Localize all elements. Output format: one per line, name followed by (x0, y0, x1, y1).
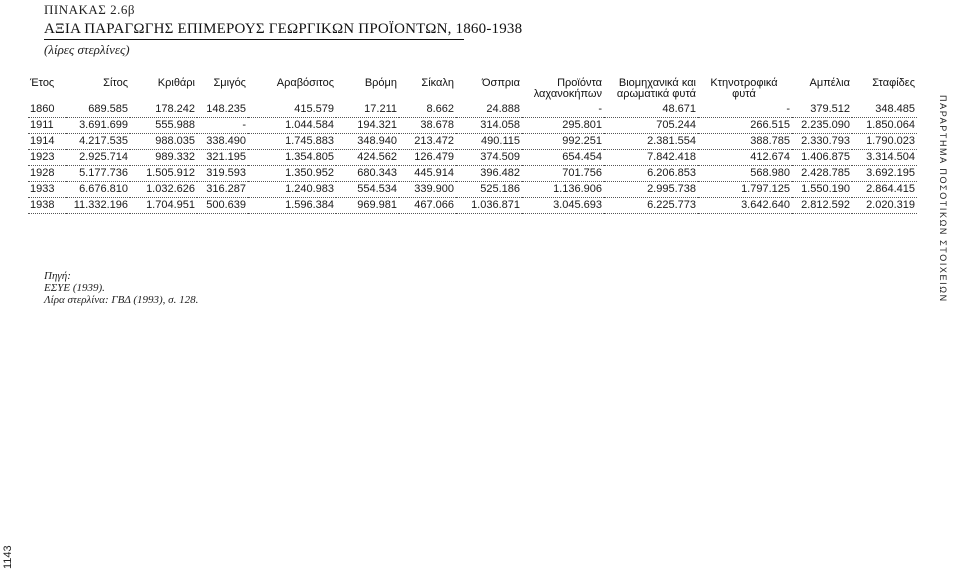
table-cell: 1.406.875 (801, 151, 850, 163)
table-cell: 148.235 (206, 103, 246, 115)
year-cell: 1928 (30, 167, 55, 179)
table-row (28, 166, 917, 182)
table-cell: 178.242 (155, 103, 195, 115)
table-cell: 374.509 (480, 151, 520, 163)
table-cell: 467.066 (399, 198, 456, 214)
table-row (28, 198, 917, 214)
table-header-row (28, 78, 917, 102)
table-cell: 1.790.023 (866, 135, 915, 147)
appendix-side-label: ΠΑΡΑΡΤΗΜΑ ΠΟΣΟΤΙΚΩΝ ΣΤΟΙΧΕΙΩΝ (938, 95, 948, 303)
column-header: Προϊόντα λαχανοκήπων (533, 77, 602, 100)
source-line: ΕΣΥΕ (1939). (44, 282, 105, 294)
table-cell: 1.745.883 (285, 135, 334, 147)
table-cell: 338.490 (206, 135, 246, 147)
table-cell: 6.206.853 (647, 167, 696, 179)
table-cell: 1.596.384 (248, 198, 336, 214)
table-cell: 38.678 (420, 119, 454, 131)
table-cell: 194.321 (357, 119, 397, 131)
table-cell: 379.512 (810, 103, 850, 115)
table-cell: 48.671 (662, 103, 696, 115)
year-cell: 1933 (30, 183, 55, 195)
table-cell: - (598, 103, 602, 115)
table-cell: 17.211 (364, 103, 397, 115)
table-cell: 4.217.535 (79, 135, 128, 147)
column-header: Σμιγός (213, 77, 246, 89)
table-cell: 1.850.064 (866, 119, 915, 131)
table-cell: 568.980 (750, 167, 790, 179)
page-title: ΑΞΙΑ ΠΑΡΑΓΩΓΗΣ ΕΠΙΜΕΡΟΥΣ ΓΕΩΡΓΙΚΩΝ ΠΡΟΪΟΝΤΩΝ, 1860-1938 (44, 21, 523, 37)
table-cell: 213.472 (414, 135, 454, 147)
table-cell: 295.801 (562, 119, 602, 131)
table-cell: - (242, 119, 246, 131)
table-cell: 705.244 (656, 119, 696, 131)
column-header: Σίκαλη (421, 77, 454, 89)
table-row (28, 118, 917, 134)
column-header: Έτος (30, 77, 55, 89)
year-cell: 1911 (30, 119, 54, 131)
table-cell: 5.177.736 (79, 167, 128, 179)
table-cell: 1.136.906 (553, 183, 602, 195)
table-cell: 701.756 (562, 167, 602, 179)
column-header: Βρόμη (364, 77, 397, 89)
column-header: Κριθάρι (157, 77, 195, 89)
table-cell: 988.035 (155, 135, 195, 147)
table-cell: 1.354.805 (285, 151, 334, 163)
table-cell: 2.925.714 (79, 151, 128, 163)
table-cell: 989.332 (155, 151, 195, 163)
units-subtitle: (λίρες στερλίνες) (44, 42, 130, 57)
table-cell: 2.428.785 (801, 167, 850, 179)
table-cell: 1.505.912 (146, 167, 195, 179)
table-cell: 969.981 (336, 198, 399, 214)
table-cell: 654.454 (562, 151, 602, 163)
table-cell: 445.914 (414, 167, 454, 179)
table-cell: 689.585 (88, 103, 128, 115)
column-header: Αραβόσιτος (276, 77, 334, 89)
table-cell: 555.988 (155, 119, 195, 131)
table-cell: 2.995.738 (647, 183, 696, 195)
table-cell: 319.593 (206, 167, 246, 179)
table-cell: 412.674 (750, 151, 790, 163)
year-cell: 1938 (28, 198, 66, 214)
table-cell: 6.225.773 (604, 198, 698, 214)
table-cell: 3.642.640 (698, 198, 792, 214)
table-cell: 490.115 (481, 135, 520, 147)
table-cell: 1.550.190 (801, 183, 850, 195)
table-cell: 1.044.584 (285, 119, 334, 131)
table-cell: 339.900 (414, 183, 454, 195)
table-cell: 1.350.952 (285, 167, 334, 179)
table-cell: 3.691.699 (79, 119, 128, 131)
table-cell: 415.579 (294, 103, 334, 115)
table-cell: 314.058 (480, 119, 520, 131)
table-cell: 8.662 (426, 103, 454, 115)
table-cell: - (786, 103, 790, 115)
table-cell: 3.692.195 (866, 167, 915, 179)
table-cell: 11.332.196 (66, 198, 130, 214)
table-cell: 554.534 (357, 183, 397, 195)
table-row (28, 150, 917, 166)
table-cell: 6.676.810 (79, 183, 128, 195)
title-underline (44, 39, 464, 40)
table-cell: 388.785 (750, 135, 790, 147)
table-cell: 424.562 (357, 151, 397, 163)
source-note (44, 270, 198, 306)
table-cell: 3.045.693 (522, 198, 604, 214)
column-header: Όσπρια (482, 77, 520, 89)
table-cell: 321.195 (206, 151, 246, 163)
column-header: Σταφίδες (872, 77, 915, 89)
table-cell: 2.235.090 (801, 119, 850, 131)
table-cell: 680.343 (357, 167, 397, 179)
table-row (28, 182, 917, 198)
table-label: ΠΙΝΑΚΑΣ 2.6β (44, 2, 135, 17)
source-line: Λίρα στερλίνα: ΓΒΔ (1993), σ. 128. (44, 294, 199, 306)
table-cell: 7.842.418 (647, 151, 696, 163)
column-header: Κτηνοτροφικά φυτά (710, 77, 778, 100)
table-row (28, 102, 917, 118)
table-cell: 3.314.504 (866, 151, 915, 163)
table-cell: 2.330.793 (801, 135, 850, 147)
year-cell: 1914 (30, 135, 55, 147)
table-cell: 500.639 (197, 198, 248, 214)
column-header: Αμπέλια (809, 77, 850, 89)
column-header: Βιομηχανικά και αρωματικά φυτά (616, 77, 696, 100)
table-cell: 992.251 (562, 135, 602, 147)
table-cell: 396.482 (480, 167, 520, 179)
production-value-table (28, 78, 917, 214)
table-cell: 1.032.626 (146, 183, 195, 195)
table-cell: 2.381.554 (647, 135, 696, 147)
table-cell: 525.186 (480, 183, 520, 195)
table-cell: 24.888 (486, 103, 520, 115)
table-cell: 2.020.319 (852, 198, 917, 214)
table-row (28, 134, 917, 150)
table-cell: 316.287 (206, 183, 246, 195)
table-cell: 348.940 (357, 135, 397, 147)
table-cell: 1.704.951 (130, 198, 197, 214)
table-cell: 1.240.983 (285, 183, 334, 195)
source-label: Πηγή: (44, 270, 71, 282)
table-cell: 1.036.871 (456, 198, 522, 214)
table-cell: 1.797.125 (741, 183, 790, 195)
table-cell: 126.479 (414, 151, 454, 163)
column-header: Σίτος (103, 77, 128, 89)
year-cell: 1923 (30, 151, 55, 163)
table-cell: 2.812.592 (792, 198, 852, 214)
table-cell: 348.485 (875, 103, 915, 115)
year-cell: 1860 (30, 103, 55, 115)
table-cell: 2.864.415 (866, 183, 915, 195)
page-number: 1143 (2, 545, 14, 569)
table-cell: 266.515 (750, 119, 790, 131)
